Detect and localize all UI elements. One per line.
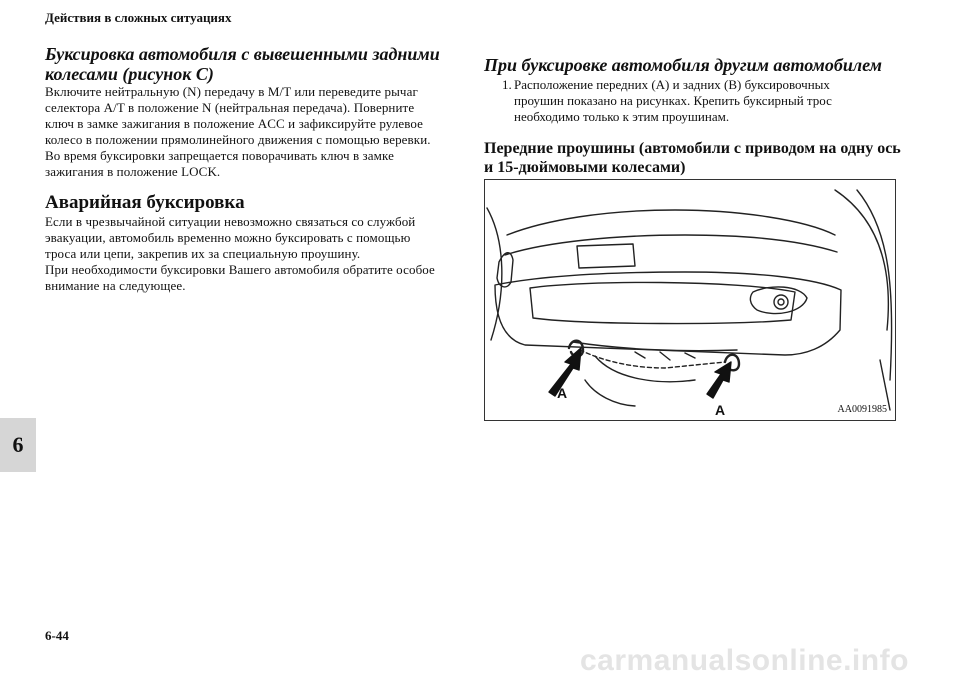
text-line: селектора A/T в положение N (нейтральная передача). Поверните (45, 100, 415, 115)
text-line: внимание на следующее. (45, 278, 186, 293)
subtitle-line-1: Передние проушины (автомобили с приводом на одну ось (484, 140, 901, 157)
bumper-illustration (485, 180, 895, 420)
list-item (484, 77, 904, 125)
title-line-2: колесами (рисунок C) (45, 64, 214, 84)
page-number: 6-44 (45, 628, 69, 643)
step-number: 1. (502, 77, 512, 92)
chapter-tab (0, 418, 36, 472)
section-title-towing-by-vehicle: При буксировке автомобиля другим автомобилем (484, 55, 882, 75)
subsection-title-front-eyes (484, 139, 904, 177)
text-line: Включите нейтральную (N) передачу в M/T или переведите рычаг (45, 84, 418, 99)
text-line: Во время буксировки запрещается поворачивать ключ в замке (45, 148, 394, 163)
title-line-1: Буксировка автомобиля с вывешенными задними (45, 44, 440, 64)
chapter-number: 6 (12, 432, 24, 457)
section-header: Действия в сложных ситуациях (45, 10, 232, 25)
text-line: Расположение передних (A) и задних (B) буксировочных (514, 77, 830, 92)
text-line: колесо в положении прямолинейного движения с помощью веревки. (45, 132, 431, 147)
text-line: При необходимости буксировки Вашего автомобиля обратите особое (45, 262, 435, 277)
label-a-left: A (557, 385, 568, 401)
text-line: троса или цепи, закрепив их за специальную проушину. (45, 246, 361, 261)
watermark: carmanualsonline.info (580, 644, 909, 677)
text-line: проушин показано на рисунках. Крепить буксирный трос (514, 93, 832, 108)
right-column (484, 55, 904, 177)
section-title-emergency-towing: Аварийная буксировка (45, 192, 245, 213)
text-line: Если в чрезвычайной ситуации невозможно связаться со службой (45, 214, 416, 229)
left-column (45, 44, 460, 294)
text-line: необходимо только к этим проушинам. (514, 109, 730, 124)
subtitle-line-2: и 15-дюймовыми колесами) (484, 159, 686, 176)
section-title-lifted-towing (45, 44, 460, 84)
emergency-towing-paragraph (45, 214, 460, 294)
text-line: ключ в замке зажигания в положение ACC и зафиксируйте рулевое (45, 116, 424, 131)
text-line: зажигания в положение LOCK. (45, 164, 221, 179)
figure-code: AA0091985 (837, 404, 887, 415)
label-a-right: A (715, 402, 726, 418)
text-line: эвакуации, автомобиль временно можно буксировать с помощью (45, 230, 411, 245)
front-tow-eye-figure (484, 179, 896, 421)
steps-list (484, 77, 904, 125)
lifted-towing-paragraph (45, 84, 460, 180)
